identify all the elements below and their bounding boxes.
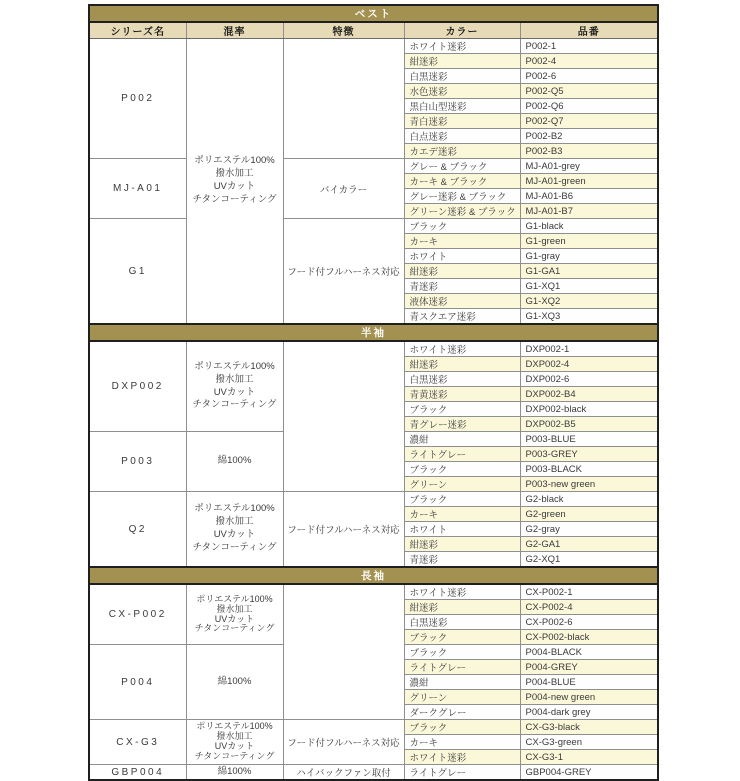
color-cell: 水色迷彩 <box>404 84 520 99</box>
blend-line: 綿100% <box>217 675 252 687</box>
table-row <box>89 765 658 781</box>
color-cell: ブラック <box>404 645 520 660</box>
color-cell: 青グレー迷彩 <box>404 417 520 432</box>
product-code-cell: P002-Q5 <box>520 84 658 99</box>
blend-cell <box>186 584 283 645</box>
color-cell: グリーン <box>404 690 520 705</box>
color-cell: 紺迷彩 <box>404 54 520 69</box>
feature-cell: フード付フルハーネス対応 <box>283 219 404 325</box>
color-cell: ホワイト迷彩 <box>404 39 520 54</box>
color-cell: 白黒迷彩 <box>404 615 520 630</box>
blend-line: 撥水加工 <box>216 731 253 742</box>
blend-line: UVカット <box>213 386 256 398</box>
feature-cell: ハイバックファン取付 <box>283 765 404 781</box>
product-code-cell: DXP002-B4 <box>520 387 658 402</box>
feature-cell <box>283 584 404 720</box>
color-cell: ホワイト迷彩 <box>404 341 520 357</box>
product-code-cell: G1-XQ2 <box>520 294 658 309</box>
product-code-cell: P002-4 <box>520 54 658 69</box>
product-code-cell: DXP002-B5 <box>520 417 658 432</box>
color-cell: カーキ <box>404 735 520 750</box>
color-cell: ホワイト迷彩 <box>404 750 520 765</box>
blend-line: チタンコーティング <box>194 623 275 634</box>
series-name-cell: Q2 <box>89 492 186 568</box>
product-code-cell: CX-P002-4 <box>520 600 658 615</box>
product-code-cell: P002-B3 <box>520 144 658 159</box>
color-cell: 紺迷彩 <box>404 600 520 615</box>
series-name-cell: MJ-A01 <box>89 159 186 219</box>
product-code-cell: G2-gray <box>520 522 658 537</box>
color-cell: ブラック <box>404 720 520 735</box>
product-code-cell: G1-XQ1 <box>520 279 658 294</box>
blend-line: ポリエステル100% <box>194 503 275 515</box>
product-code-cell: CX-P002-1 <box>520 584 658 600</box>
product-spec-table <box>88 4 659 781</box>
blend-line: 綿100% <box>217 455 252 467</box>
table-row <box>89 720 658 735</box>
color-cell: 白点迷彩 <box>404 129 520 144</box>
product-code-cell: P004-dark grey <box>520 705 658 720</box>
blend-cell <box>186 432 283 492</box>
product-code-cell: G1-green <box>520 234 658 249</box>
feature-cell: バイカラー <box>283 159 404 219</box>
product-code-cell: G1-gray <box>520 249 658 264</box>
series-name-cell: GBP004 <box>89 765 186 781</box>
blend-line: UVカット <box>213 529 256 540</box>
color-cell: 青迷彩 <box>404 279 520 294</box>
product-code-cell: DXP002-4 <box>520 357 658 372</box>
blend-cell <box>186 645 283 720</box>
blend-line: UVカット <box>213 181 256 192</box>
column-header: 特徴 <box>283 22 404 39</box>
series-name-cell: G1 <box>89 219 186 325</box>
product-code-cell: MJ-A01-B7 <box>520 204 658 219</box>
column-header: 品番 <box>520 22 658 39</box>
product-code-cell: G1-GA1 <box>520 264 658 279</box>
color-cell: ホワイト <box>404 249 520 264</box>
product-code-cell: CX-P002-6 <box>520 615 658 630</box>
color-cell: ホワイト <box>404 522 520 537</box>
section-band <box>89 567 658 584</box>
product-code-cell: P004-GREY <box>520 660 658 675</box>
color-cell: 液体迷彩 <box>404 294 520 309</box>
blend-line: UVカット <box>214 741 255 751</box>
product-code-cell: P002-1 <box>520 39 658 54</box>
table-row <box>89 584 658 600</box>
column-header: 混率 <box>186 22 283 39</box>
color-cell: 紺迷彩 <box>404 537 520 552</box>
table-row <box>89 341 658 357</box>
product-code-cell: DXP002-1 <box>520 341 658 357</box>
column-header: シリーズ名 <box>89 22 186 39</box>
color-cell: ブラック <box>404 219 520 234</box>
color-cell: 濃紺 <box>404 432 520 447</box>
table-row <box>89 219 658 234</box>
blend-line: チタンコーティング <box>192 399 277 411</box>
color-cell: 青迷彩 <box>404 552 520 568</box>
section-band <box>89 324 658 341</box>
product-code-cell: DXP002-6 <box>520 372 658 387</box>
color-cell: ブラック <box>404 630 520 645</box>
product-code-cell: MJ-A01-B6 <box>520 189 658 204</box>
color-cell: 青白迷彩 <box>404 114 520 129</box>
blend-line: 撥水加工 <box>216 603 253 614</box>
color-cell: カーキ & ブラック <box>404 174 520 189</box>
product-code-cell: GBP004-GREY <box>520 765 658 781</box>
color-cell: グリーン <box>404 477 520 492</box>
blend-line: ポリエステル100% <box>194 360 275 372</box>
blend-line: チタンコーティング <box>192 541 277 553</box>
product-code-cell: P003-BLUE <box>520 432 658 447</box>
color-cell: カーキ <box>404 507 520 522</box>
product-code-cell: G2-green <box>520 507 658 522</box>
product-code-cell: MJ-A01-green <box>520 174 658 189</box>
color-cell: 青スクエア迷彩 <box>404 309 520 325</box>
product-code-cell: P003-new green <box>520 477 658 492</box>
blend-cell <box>186 720 283 765</box>
series-name-cell: CX-P002 <box>89 584 186 645</box>
product-code-cell: P002-Q6 <box>520 99 658 114</box>
column-header-row <box>89 22 658 39</box>
blend-line: 撥水加工 <box>215 373 254 385</box>
product-code-cell: CX-P002-black <box>520 630 658 645</box>
series-name-cell: P004 <box>89 645 186 720</box>
product-code-cell: P004-BLACK <box>520 645 658 660</box>
table-row <box>89 159 658 174</box>
blend-cell <box>186 765 283 781</box>
color-cell: グレー & ブラック <box>404 159 520 174</box>
color-cell: ライトグレー <box>404 765 520 781</box>
blend-line: ポリエステル100% <box>196 593 273 604</box>
blend-line: チタンコーティング <box>192 193 277 205</box>
product-code-cell: P003-GREY <box>520 447 658 462</box>
product-code-cell: G2-black <box>520 492 658 507</box>
product-code-cell: P002-6 <box>520 69 658 84</box>
series-name-cell: CX-G3 <box>89 720 186 765</box>
feature-cell: フード付フルハーネス対応 <box>283 492 404 568</box>
product-code-cell: G1-XQ3 <box>520 309 658 325</box>
color-cell: 青黄迷彩 <box>404 387 520 402</box>
color-cell: ブラック <box>404 492 520 507</box>
product-code-cell: P002-B2 <box>520 129 658 144</box>
product-code-cell: G2-GA1 <box>520 537 658 552</box>
color-cell: 白黒迷彩 <box>404 372 520 387</box>
product-code-cell: G2-XQ1 <box>520 552 658 568</box>
color-cell: カーキ <box>404 234 520 249</box>
color-cell: ホワイト迷彩 <box>404 584 520 600</box>
blend-line: 撥水加工 <box>215 168 254 180</box>
product-code-cell: MJ-A01-grey <box>520 159 658 174</box>
feature-cell <box>283 39 404 159</box>
product-code-cell: DXP002-black <box>520 402 658 417</box>
series-name-cell: P003 <box>89 432 186 492</box>
product-code-cell: CX-G3-black <box>520 720 658 735</box>
series-name-cell: P002 <box>89 39 186 159</box>
color-cell: ダークグレー <box>404 705 520 720</box>
color-cell: カエデ迷彩 <box>404 144 520 159</box>
color-cell: 濃紺 <box>404 675 520 690</box>
section-title: ベスト <box>89 5 658 22</box>
product-code-cell: P003-BLACK <box>520 462 658 477</box>
table-row <box>89 492 658 507</box>
blend-line: UVカット <box>214 613 255 624</box>
product-code-cell: G1-black <box>520 219 658 234</box>
column-header: カラー <box>404 22 520 39</box>
blend-line: ポリエステル100% <box>194 155 275 167</box>
section-title: 半袖 <box>89 324 658 341</box>
product-code-cell: P004-new green <box>520 690 658 705</box>
product-code-cell: CX-G3-1 <box>520 750 658 765</box>
blend-line: 撥水加工 <box>215 516 254 528</box>
product-code-cell: P002-Q7 <box>520 114 658 129</box>
color-cell: グリーン迷彩 & ブラック <box>404 204 520 219</box>
feature-cell: フード付フルハーネス対応 <box>283 720 404 765</box>
color-cell: ライトグレー <box>404 660 520 675</box>
blend-line: ポリエステル100% <box>196 721 273 732</box>
blend-line: チタンコーティング <box>194 750 275 761</box>
color-cell: 紺迷彩 <box>404 357 520 372</box>
color-cell: 紺迷彩 <box>404 264 520 279</box>
series-name-cell: DXP002 <box>89 341 186 432</box>
product-spec-sheet <box>0 4 740 779</box>
product-code-cell: CX-G3-green <box>520 735 658 750</box>
color-cell: ブラック <box>404 402 520 417</box>
color-cell: ブラック <box>404 462 520 477</box>
table-row <box>89 39 658 54</box>
table-body <box>89 5 658 780</box>
blend-cell <box>186 492 283 568</box>
feature-cell <box>283 341 404 492</box>
color-cell: ライトグレー <box>404 447 520 462</box>
section-title: 長袖 <box>89 567 658 584</box>
blend-cell <box>186 39 283 325</box>
product-code-cell: P004-BLUE <box>520 675 658 690</box>
blend-cell <box>186 341 283 432</box>
section-band <box>89 5 658 22</box>
color-cell: グレー迷彩 & ブラック <box>404 189 520 204</box>
color-cell: 白黒迷彩 <box>404 69 520 84</box>
color-cell: 黒白山型迷彩 <box>404 99 520 114</box>
blend-line: 綿100% <box>217 765 252 777</box>
